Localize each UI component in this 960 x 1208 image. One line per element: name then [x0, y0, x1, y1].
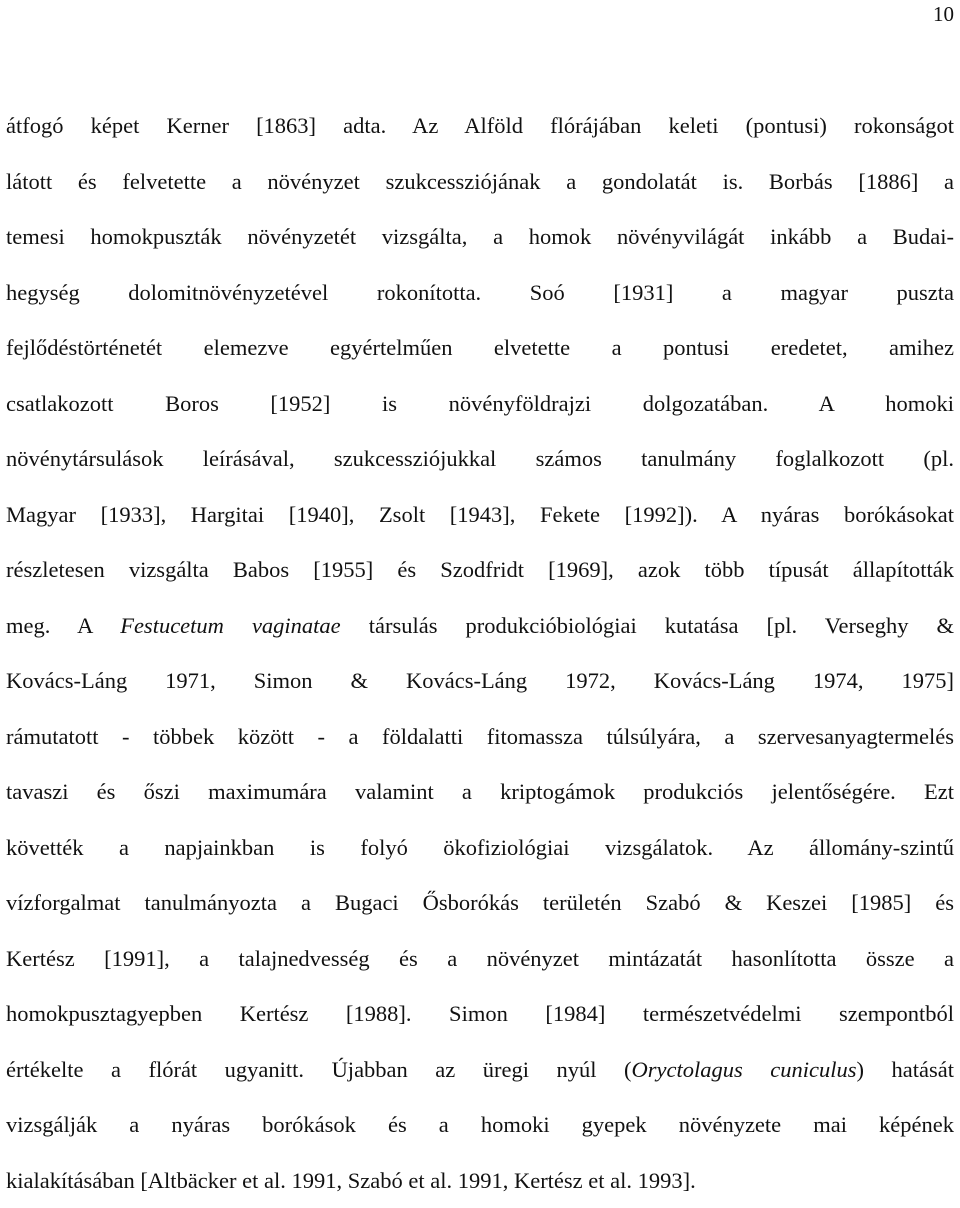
text-line: kialakításában [Altbäcker et al. 1991, Szabó et al. 1991, Kertész et al. 1993]. — [6, 1153, 954, 1208]
species-name-italic: Festucetum vaginatae — [120, 613, 340, 638]
text-line: látott és felvetette a növényzet szukcessziójának a gondolatát is. Borbás [1886] a — [6, 154, 954, 210]
text-segment: társulás produkcióbiológiai kutatása [pl. Verseghy & — [341, 613, 954, 638]
text-line: átfogó képet Kerner [1863] adta. Az Alföld flórájában keleti (pontusi) rokonságot — [6, 98, 954, 154]
text-line: Magyar [1933], Hargitai [1940], Zsolt [1943], Fekete [1992]). A nyáras borókásokat — [6, 487, 954, 543]
body-paragraph — [6, 98, 954, 1208]
text-line: vizsgálják a nyáras borókások és a homoki gyepek növényzete mai képének — [6, 1097, 954, 1153]
text-segment: értékelte a flórát ugyanitt. Újabban az üregi nyúl ( — [6, 1057, 632, 1082]
species-name-italic: Oryctolagus cuniculus — [632, 1057, 857, 1082]
text-line: tavaszi és őszi maximumára valamint a kriptogámok produkciós jelentőségére. Ezt — [6, 764, 954, 820]
text-segment: meg. A — [6, 613, 120, 638]
page-number: 10 — [933, 2, 954, 27]
text-line: fejlődéstörténetét elemezve egyértelműen elvetette a pontusi eredetet, amihez — [6, 320, 954, 376]
text-line: homokpusztagyepben Kertész [1988]. Simon [1984] természetvédelmi szempontból — [6, 986, 954, 1042]
text-line: részletesen vizsgálta Babos [1955] és Szodfridt [1969], azok több típusát állapították — [6, 542, 954, 598]
text-line: csatlakozott Boros [1952] is növényföldrajzi dolgozatában. A homoki — [6, 376, 954, 432]
text-line: Kovács-Láng 1971, Simon & Kovács-Láng 1972, Kovács-Láng 1974, 1975] — [6, 653, 954, 709]
text-line: hegység dolomitnövényzetével rokonította. Soó [1931] a magyar puszta — [6, 265, 954, 321]
text-line: temesi homokpuszták növényzetét vizsgálta, a homok növényvilágát inkább a Budai- — [6, 209, 954, 265]
text-line — [6, 598, 954, 654]
text-line: Kertész [1991], a talajnedvesség és a növényzet mintázatát hasonlította össze a — [6, 931, 954, 987]
text-line: növénytársulások leírásával, szukcessziójukkal számos tanulmány foglalkozott (pl. — [6, 431, 954, 487]
text-line: vízforgalmat tanulmányozta a Bugaci Ősborókás területén Szabó & Keszei [1985] és — [6, 875, 954, 931]
text-line: követték a napjainkban is folyó ökofiziológiai vizsgálatok. Az állomány-szintű — [6, 820, 954, 876]
text-segment: ) hatását — [857, 1057, 954, 1082]
text-line: rámutatott - többek között - a földalatti fitomassza túlsúlyára, a szervesanyagtermelés — [6, 709, 954, 765]
text-line — [6, 1042, 954, 1098]
